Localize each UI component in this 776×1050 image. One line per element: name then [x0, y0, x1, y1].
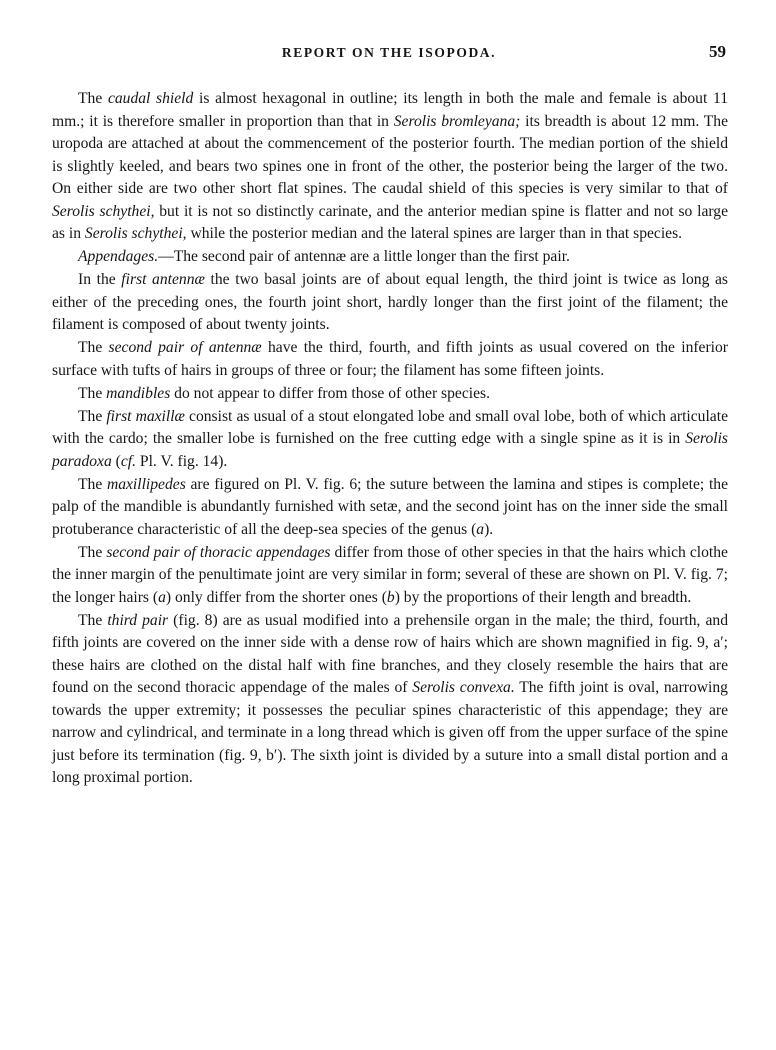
italic-term: maxillipedes	[106, 475, 186, 493]
page-header	[52, 42, 726, 66]
paragraph-second-antennae	[52, 337, 728, 382]
page-number: 59	[709, 42, 726, 61]
text-run: (	[111, 452, 121, 470]
paragraph-mandibles	[52, 383, 728, 406]
section-heading: Appendages.	[78, 248, 159, 265]
species-name: Serolis convexa.	[412, 679, 515, 696]
text-run: The	[78, 339, 109, 356]
text-run: is almost hexagonal in outline; its length in both the male and female is about 11 mm.; it is therefore smaller in proportion than that in	[52, 90, 728, 130]
text-run: do not appear to differ from those of other species.	[170, 384, 490, 402]
text-body	[52, 88, 728, 790]
text-run: (fig. 8) are as usual modified into a prehensile organ in the male; the third, fourth, and fifth joints are covered on the inner side with a dense row of hairs which are shown magnified in fig. 9, a′; these hairs are clothed on the distal half with fine branches, and they closely resemble the hairs that are found on the second thoracic appendage of the males of	[52, 611, 728, 696]
figure-letter: b	[386, 588, 395, 606]
italic-term: caudal shield	[107, 90, 194, 107]
species-name: Serolis paradoxa	[52, 430, 728, 470]
italic-term: mandibles	[106, 384, 171, 402]
text-run: differ from those of other species in that the hairs which clothe the inner margin of the penultimate joint are very similar in form; several of these are shown on Pl. V. fig. 7; the longer hairs (	[52, 543, 728, 606]
text-run: The	[78, 407, 107, 425]
text-run: ) only differ from the shorter ones (	[165, 588, 387, 606]
text-run: The	[78, 543, 107, 561]
italic-term: second pair of antennæ	[108, 339, 262, 356]
text-run: —The second pair of antennæ are a little longer than the first pair.	[158, 248, 570, 265]
italic-term: third pair	[107, 611, 169, 629]
text-run: are figured on Pl. V. fig. 6; the suture between the lamina and stipes is complete; the palp of the mandible is abundantly furnished with setæ, and the second joint has on the inner side the small protuberance characteristic of all the deep-sea species of the genus (	[52, 475, 728, 538]
italic-term: first antennæ	[121, 271, 205, 288]
species-name: Serolis schythei,	[84, 225, 187, 242]
figure-letter: a	[476, 520, 485, 538]
species-name: Serolis schythei,	[52, 202, 155, 220]
paragraph-maxillipedes	[52, 474, 728, 542]
text-run: consist as usual of a stout elongated lobe and small oval lobe, both of which articulate with the cardo; the smaller lobe is furnished on the free cutting edge with a single spine as it is in	[52, 407, 728, 447]
text-run: while the posterior median and the lateral spines are larger than in that species.	[186, 225, 683, 242]
paragraph-first-maxillae	[52, 406, 728, 474]
figure-letter: a	[158, 588, 166, 606]
text-run: In the	[78, 271, 122, 288]
paragraph-third-pair	[52, 610, 728, 790]
paragraph-second-thoracic	[52, 542, 728, 610]
text-run: the two basal joints are of about equal length, the third joint is twice as long as either of the preceding ones, the fourth joint short, hardly longer than the first joint of the filament; the filament is composed of about twenty joints.	[52, 271, 728, 333]
italic-abbreviation: cf.	[120, 452, 137, 470]
text-run: The	[78, 90, 108, 107]
italic-term: second pair of thoracic appendages	[106, 543, 331, 561]
running-title: REPORT ON THE ISOPODA.	[281, 45, 497, 60]
text-run: its breadth is about 12 mm. The uropoda are attached at about the commencement of the posterior fourth. The median portion of the shield is slightly keeled, and bears two spines one in front of the other, the posterior being the larger of the two. On either side are two other short flat spines. The caudal shield of this species is very similar to that of	[52, 112, 728, 197]
text-run: ) by the proportions of their length and breadth.	[394, 588, 692, 606]
paragraph-appendages	[52, 246, 728, 269]
text-run: The	[78, 475, 107, 493]
text-run: Pl. V. fig. 14).	[136, 452, 228, 470]
text-run: have the third, fourth, and fifth joints as usual covered on the inferior surface with tufts of hairs in groups of three or four; the filament has some fifteen joints.	[52, 339, 728, 379]
italic-term: first maxillæ	[106, 407, 185, 425]
paragraph-first-antennae	[52, 269, 728, 337]
text-run: but it is not so distinctly carinate, and the anterior median spine is flatter and not so large as in	[52, 202, 728, 242]
text-run: The fifth joint is oval, narrowing towards the upper extremity; it possesses the peculiar spines characteristic of this appendage; they are narrow and cylindrical, and terminate in a long thread which is given off from the upper surface of the spine just before its termination (fig. 9, b′). The sixth joint is divided by a suture into a small distal portion and a long proximal portion.	[52, 679, 728, 786]
text-run: The	[78, 384, 107, 402]
paragraph-caudal-shield	[52, 88, 728, 246]
text-run: ).	[484, 520, 494, 538]
text-run: The	[78, 611, 108, 629]
species-name: Serolis bromleyana;	[393, 112, 521, 130]
